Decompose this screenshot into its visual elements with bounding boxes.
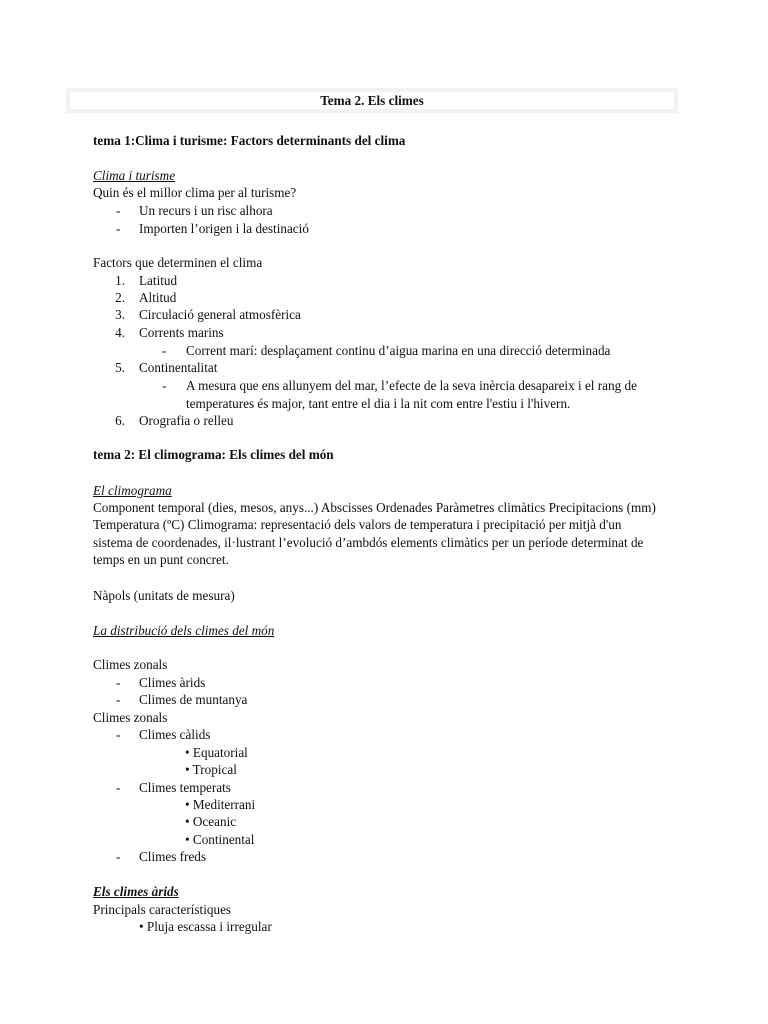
- paragraph-line: temps en un punt concret.: [93, 552, 229, 567]
- title-bar: [66, 88, 678, 113]
- bullet-item: • Oceanic: [185, 814, 237, 829]
- subheading-climograma: El climograma: [93, 483, 172, 498]
- paragraph-line: Component temporal (dies, mesos, anys...) Abscisses Ordenades Paràmetres climàtics Precipitacions (mm): [93, 500, 656, 515]
- subheading-clima-turisme: Clima i turisme: [93, 168, 176, 183]
- factors-title: Factors que determinen el clima: [93, 255, 263, 270]
- paragraph-line: sistema de coordenades, il·lustrant l’evolució d’ambdós elements climàtics per un període determinat de: [93, 535, 644, 550]
- question-line: Quin és el millor clima per al turisme?: [93, 185, 297, 200]
- page-title: Tema 2. Els climes: [70, 92, 674, 109]
- zonals-title-2: Climes zonals: [93, 710, 168, 725]
- note-continuation: temperatures és major, tant entre el dia i la nit com entre l'estiu i l'hivern.: [186, 396, 571, 411]
- section-heading-2: tema 2: El climograma: Els climes del món: [93, 447, 334, 462]
- zonals-title-1: Climes zonals: [93, 657, 168, 672]
- bullet-item: • Equatorial: [185, 745, 248, 760]
- napols-line: Nàpols (unitats de mesura): [93, 588, 235, 603]
- bullet-item: • Tropical: [185, 762, 237, 777]
- bullet-item: • Continental: [185, 832, 255, 847]
- subheading-arids: Els climes àrids: [93, 884, 179, 899]
- bullet-item: • Mediterrani: [185, 797, 256, 812]
- paragraph-line: Temperatura (ºC) Climograma: representació dels valors de temperatura i precipitació per mitjà d'un: [93, 517, 622, 532]
- bullet-item: • Pluja escassa i irregular: [139, 919, 272, 934]
- subheading-distribucio: La distribució dels climes del món: [93, 623, 275, 638]
- section-heading-1: tema 1:Clima i turisme: Factors determinants del clima: [93, 133, 406, 148]
- caracteristiques-line: Principals característiques: [93, 902, 232, 917]
